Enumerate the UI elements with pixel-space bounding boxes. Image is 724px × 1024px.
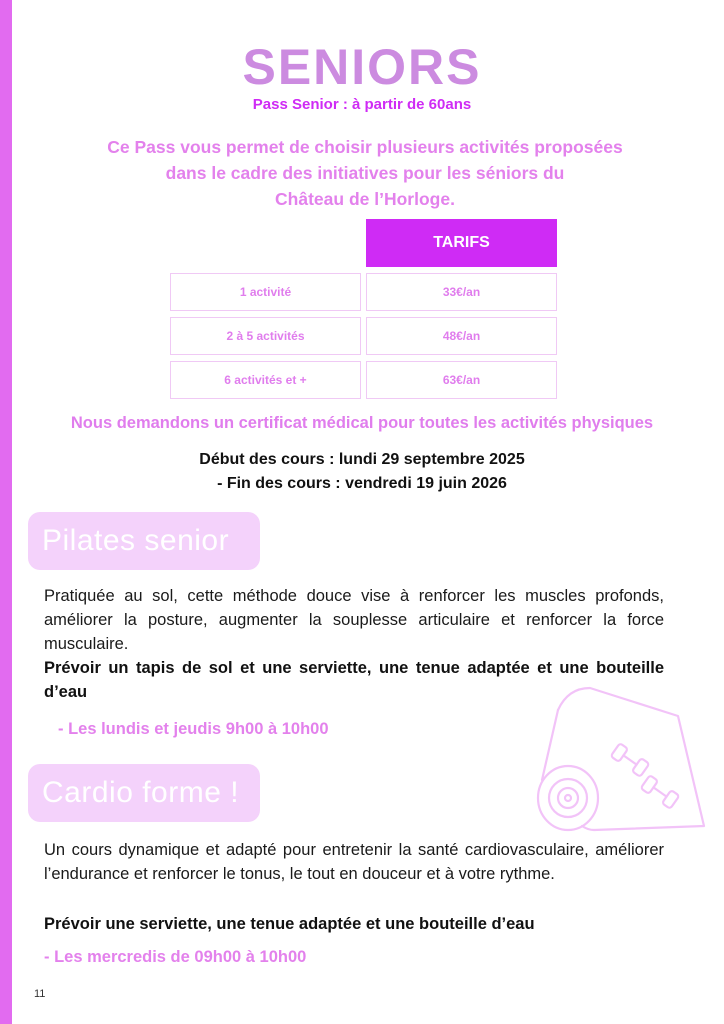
intro-text [40,134,690,212]
cardio-schedule: - Les mercredis de 09h00 à 10h00 [44,948,307,966]
page-title: SENIORS [242,39,482,95]
left-accent-bar [0,0,12,1024]
cardio-description: Un cours dynamique et adapté pour entretenir la santé cardiovasculaire, améliorer l’endurance et renforcer le tonus, le tout en douceur et à votre rythme. [44,841,664,883]
page-subtitle: Pass Senior : à partir de 60ans [252,96,472,113]
end-date: - Fin des cours : vendredi 19 juin 2026 [217,475,507,492]
tarifs-header: TARIFS [366,219,557,267]
intro-line: Ce Pass vous permet de choisir plusieurs activités proposées [107,137,623,157]
intro-line: Château de l’Horloge. [275,189,455,209]
yoga-mat-dumbbells-icon [528,680,708,840]
page-number: 11 [34,988,46,1000]
tarif-label-cell: 1 activité [170,273,361,311]
course-dates [0,448,724,496]
cardio-requirements: Prévoir une serviette, une tenue adaptée et une bouteille d’eau [44,915,535,933]
tarif-price-cell: 48€/an [366,317,557,355]
tarif-price-cell: 63€/an [366,361,557,399]
section-title-cardio: Cardio forme ! [28,764,260,822]
pilates-schedule: - Les lundis et jeudis 9h00 à 10h00 [58,720,329,738]
tarif-price-cell: 33€/an [366,273,557,311]
intro-line: dans le cadre des initiatives pour les séniors du [165,163,565,183]
pilates-requirements: Prévoir un tapis de sol et une serviette, une tenue adaptée et une bouteille d’eau [44,659,664,701]
tarif-label-cell: 6 activités et + [170,361,361,399]
start-date: Début des cours : lundi 29 septembre 2025 [199,451,525,468]
medical-certificate-note: Nous demandons un certificat médical pour toutes les activités physiques [70,414,654,432]
tarif-label-cell: 2 à 5 activités [170,317,361,355]
pilates-description: Pratiquée au sol, cette méthode douce vise à renforcer les muscles profonds, améliorer la posture, augmenter la souplesse articulaire et renforcer la force musculaire. [44,587,664,653]
section-title-pilates: Pilates senior [28,512,260,570]
